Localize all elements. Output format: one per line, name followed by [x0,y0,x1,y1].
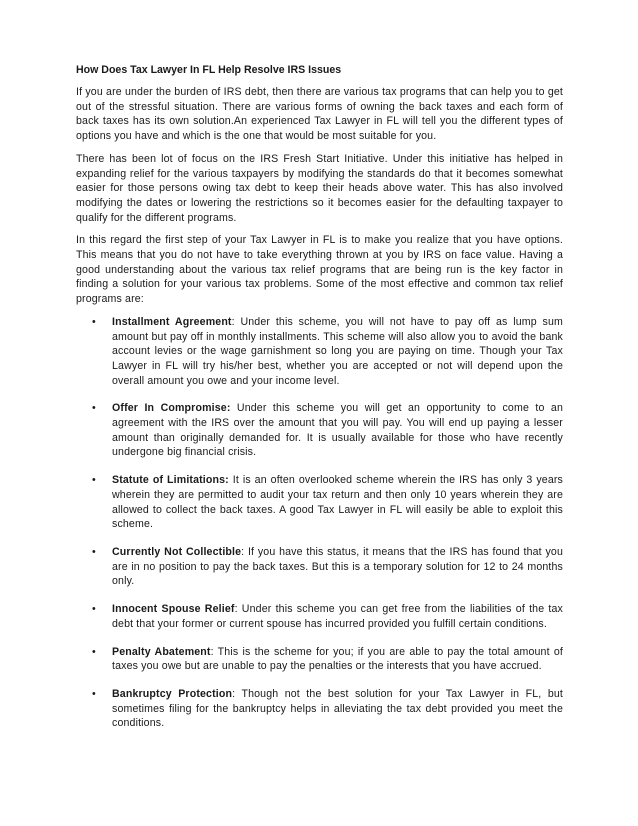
list-item-term: Innocent Spouse Relief [112,603,235,616]
list-item-innocent-spouse-relief [76,602,563,631]
list-item-text: : This is the scheme for you; if you are able to pay the total amount of taxes you owe but are unable to pay the penalties or the interests that you have accrued. [112,645,563,673]
bullet-icon: • [92,402,96,415]
list-item-term: Offer In Compromise: [112,402,231,415]
list-item-text: Under this scheme you will get an opportunity to come to an agreement with the IRS over the amount that you will pay. You will end up paying a lesser amount than originally demanded for. It is usually available for those who have recently undergone big financial crisis. [112,402,563,459]
list-item-currently-not-collectible [76,545,563,589]
list-item-term: Statute of Limitations: [112,474,229,487]
list-item-text: : If you have this status, it means that the IRS has found that you are in no position to pay the back taxes. But this is a temporary solution for 12 to 24 months only. [112,545,563,588]
list-item-penalty-abatement [76,645,563,674]
bullet-icon: • [92,687,96,700]
list-item-statute-of-limitations [76,473,563,532]
list-item-bankruptcy-protection [76,687,563,731]
bullet-icon: • [92,545,96,558]
tax-relief-programs-list [76,315,563,731]
paragraph-first-step: In this regard the first step of your Tax Lawyer in FL is to make you realize that you have options. This means that you do not have to take everything thrown at you by IRS on face value. Having a good understanding about the various tax relief programs that are being run is the key factor in finding a solution for your various tax problems. Some of the most effective and common tax relief programs are: [76,234,563,306]
list-item-term: Bankruptcy Protection [112,687,233,700]
list-item-text: : Though not the best solution for your Tax Lawyer in FL, but sometimes filing for the bankruptcy helps in alleviating the tax debt provided you meet the conditions. [112,687,563,730]
list-item-offer-in-compromise [76,401,563,460]
list-item-term: Installment Agreement [112,315,232,328]
bullet-icon: • [92,315,96,328]
bullet-icon: • [92,603,96,616]
paragraph-intro: If you are under the burden of IRS debt, then there are various tax programs that can help you to get out of the stressful situation. There are various forms of owning the back taxes and each form of back taxes has its own solution.An experienced Tax Lawyer in FL will tell you the different types of options you have and which is the one that would be most suitable for you. [76,86,563,143]
list-item-text: It is an often overlooked scheme wherein the IRS has only 3 years wherein they are permitted to audit your tax return and then only 10 years wherein they are allowed to collect the back taxes. A good Tax Lawyer in FL will easily be able to exploit this scheme. [112,474,563,531]
bullet-icon: • [92,645,96,658]
paragraph-fresh-start: There has been lot of focus on the IRS Fresh Start Initiative. Under this initiative has helped in expanding relief for the various taxpayers by modifying the standards do that it becomes somewhat easier for those persons owing tax debt to keep their heads above water. This has also involved modifying the dates or lowering the restrictions so it becomes easier for the defaulting taxpayer to qualify for the different programs. [76,152,563,224]
document-title: How Does Tax Lawyer In FL Help Resolve IRS Issues [76,64,342,76]
list-item-term: Currently Not Collectible [112,545,242,558]
document-page [76,63,563,744]
bullet-icon: • [92,474,96,487]
list-item-term: Penalty Abatement [112,645,211,658]
list-item-installment-agreement [76,315,563,389]
list-item-text: : Under this scheme you can get free from the liabilities of the tax debt that your former or current spouse has incurred provided you fulfill certain conditions. [112,603,563,630]
list-item-text: : Under this scheme, you will not have to pay off as lump sum amount but pay off in monthly installments. This scheme will also allow you to avoid the bank account levies or the wage garnishment so long you are paying on time. Though your Tax Lawyer in FL will try his/her best, whether you are accepted or not will depend upon the overall amount you owe and your income level. [112,315,564,387]
